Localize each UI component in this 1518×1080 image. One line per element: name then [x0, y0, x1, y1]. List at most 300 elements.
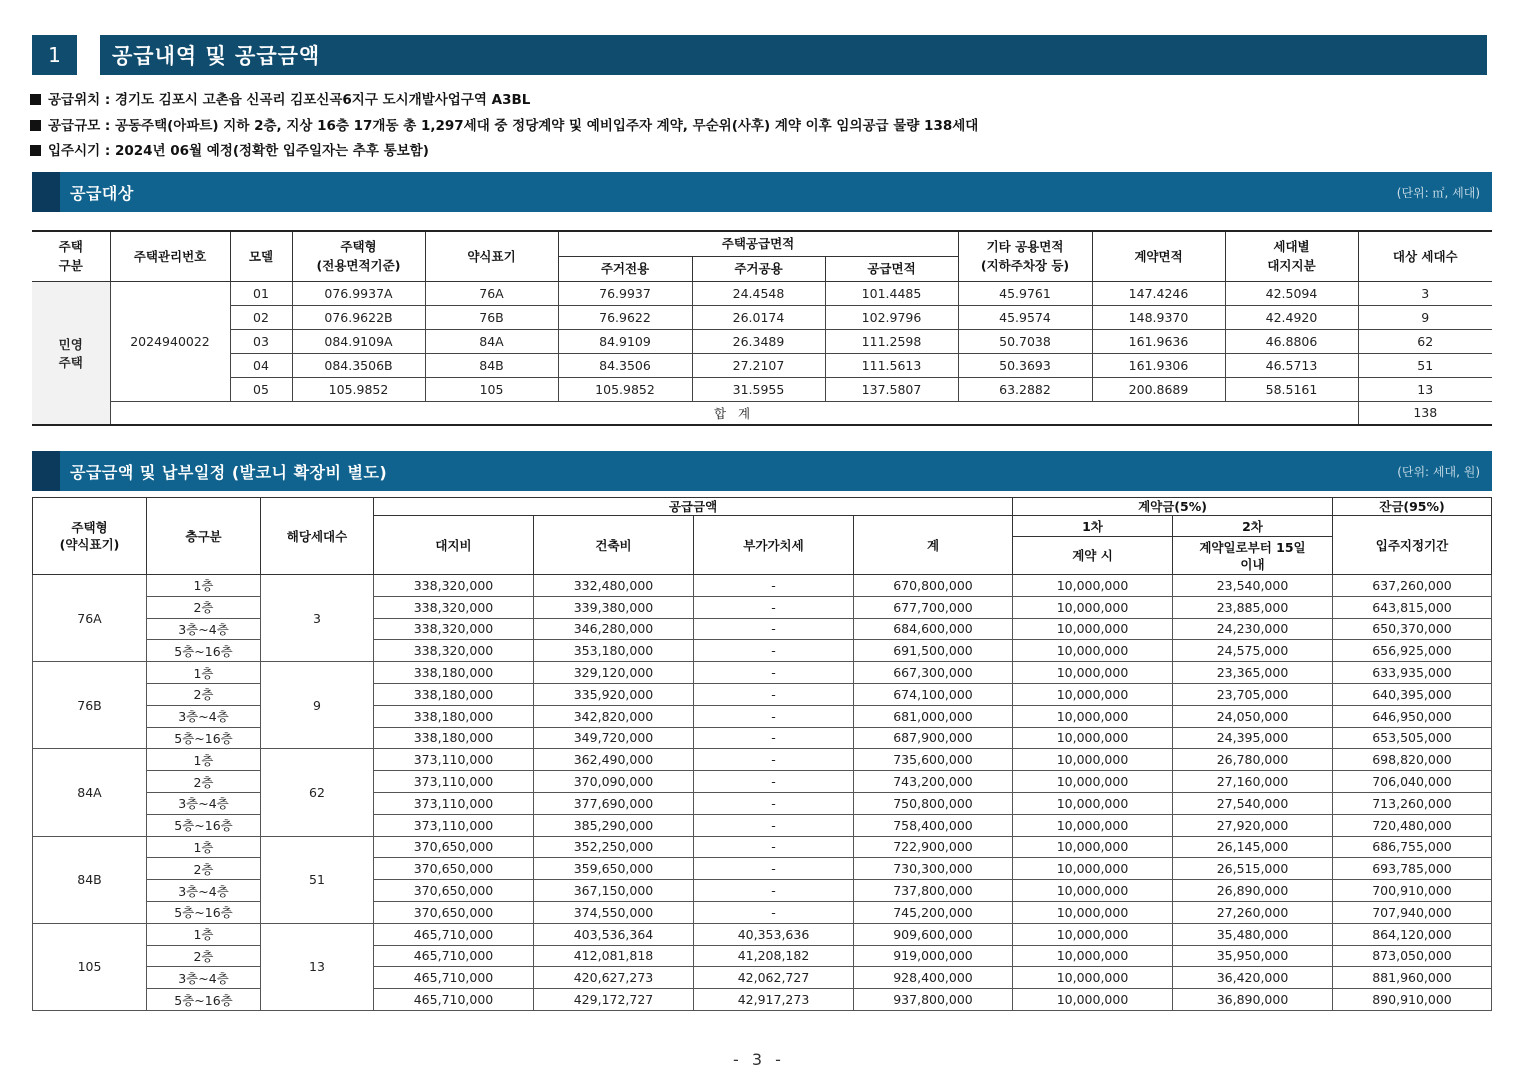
table-row [32, 353, 1492, 377]
total-row [32, 401, 1492, 425]
first-deposit-cell: 10,000,000 [1013, 880, 1173, 902]
table-row [33, 662, 1492, 684]
vat-cell: - [694, 836, 854, 858]
land-cost-cell: 338,320,000 [374, 596, 534, 618]
land-cost-cell: 370,650,000 [374, 901, 534, 923]
land-share-cell: 42.4920 [1225, 305, 1358, 329]
total-cell: 743,200,000 [854, 771, 1013, 793]
floor-cell: 5층~16층 [147, 901, 261, 923]
header-housing-type: 주택형 (전용면적기준) [292, 231, 425, 281]
table-row [33, 596, 1492, 618]
balance-cell: 864,120,000 [1333, 923, 1492, 945]
housing-type-cell: 84B [33, 836, 147, 923]
second-deposit-cell: 27,920,000 [1173, 814, 1333, 836]
info-scale [30, 114, 978, 140]
bullet-square-icon [30, 120, 41, 131]
total-cell: 670,800,000 [854, 575, 1013, 597]
model-cell: 02 [230, 305, 292, 329]
first-deposit-cell: 10,000,000 [1013, 771, 1173, 793]
header-deposit: 계약금(5%) [1013, 498, 1333, 516]
common-cell: 26.0174 [692, 305, 825, 329]
building-cost-cell: 342,820,000 [534, 705, 694, 727]
contract-area-cell: 161.9636 [1092, 329, 1225, 353]
units-cell: 13 [1358, 377, 1492, 401]
floor-cell: 2층 [147, 945, 261, 967]
second-deposit-cell: 23,705,000 [1173, 683, 1333, 705]
header-target-units: 대상 세대수 [1358, 231, 1492, 281]
total-label: 합 계 [110, 401, 1358, 425]
other-common-cell: 50.3693 [958, 353, 1092, 377]
land-cost-cell: 338,320,000 [374, 618, 534, 640]
vat-cell: - [694, 901, 854, 923]
second-deposit-cell: 36,890,000 [1173, 989, 1333, 1011]
model-cell: 03 [230, 329, 292, 353]
abbr-cell: 84B [425, 353, 558, 377]
balance-cell: 707,940,000 [1333, 901, 1492, 923]
second-deposit-cell: 24,395,000 [1173, 727, 1333, 749]
land-cost-cell: 370,650,000 [374, 858, 534, 880]
abbr-cell: 105 [425, 377, 558, 401]
total-units: 138 [1358, 401, 1492, 425]
second-deposit-cell: 23,540,000 [1173, 575, 1333, 597]
total-cell: 687,900,000 [854, 727, 1013, 749]
table-row [33, 792, 1492, 814]
other-common-cell: 45.9574 [958, 305, 1092, 329]
building-cost-cell: 403,536,364 [534, 923, 694, 945]
header-first: 1차 [1013, 516, 1173, 537]
header-balance: 잔금(95%) [1333, 498, 1492, 516]
table-row [33, 683, 1492, 705]
building-cost-cell: 362,490,000 [534, 749, 694, 771]
page-number: - 3 - [733, 1050, 785, 1069]
contract-area-cell: 161.9306 [1092, 353, 1225, 377]
first-deposit-cell: 10,000,000 [1013, 618, 1173, 640]
balance-cell: 650,370,000 [1333, 618, 1492, 640]
land-cost-cell: 465,710,000 [374, 989, 534, 1011]
vat-cell: - [694, 771, 854, 793]
exclusive-cell: 76.9622 [558, 305, 692, 329]
common-cell: 24.4548 [692, 281, 825, 305]
housing-type-cell: 76B [33, 662, 147, 749]
units-cell: 9 [1358, 305, 1492, 329]
supply-target-table [32, 230, 1492, 426]
land-cost-cell: 338,320,000 [374, 640, 534, 662]
header-at-contract: 계약 시 [1013, 537, 1173, 575]
total-cell: 750,800,000 [854, 792, 1013, 814]
land-cost-cell: 338,180,000 [374, 662, 534, 684]
total-cell: 677,700,000 [854, 596, 1013, 618]
contract-area-cell: 148.9370 [1092, 305, 1225, 329]
contract-area-cell: 200.8689 [1092, 377, 1225, 401]
first-deposit-cell: 10,000,000 [1013, 945, 1173, 967]
section-accent [32, 172, 60, 212]
supply-price-table [32, 497, 1492, 1011]
table-row [33, 705, 1492, 727]
second-deposit-cell: 24,050,000 [1173, 705, 1333, 727]
balance-cell: 643,815,000 [1333, 596, 1492, 618]
first-deposit-cell: 10,000,000 [1013, 836, 1173, 858]
floor-cell: 3층~4층 [147, 618, 261, 640]
supply-cell: 102.9796 [825, 305, 958, 329]
floor-cell: 1층 [147, 575, 261, 597]
first-deposit-cell: 10,000,000 [1013, 989, 1173, 1011]
header-supply-area: 주택공급면적 [558, 231, 958, 256]
header-units: 해당세대수 [261, 498, 374, 575]
vat-cell: - [694, 662, 854, 684]
first-deposit-cell: 10,000,000 [1013, 727, 1173, 749]
section-heading [32, 35, 1487, 75]
first-deposit-cell: 10,000,000 [1013, 923, 1173, 945]
housing-type-cell: 084.3506B [292, 353, 425, 377]
common-cell: 31.5955 [692, 377, 825, 401]
total-cell: 937,800,000 [854, 989, 1013, 1011]
building-cost-cell: 339,380,000 [534, 596, 694, 618]
second-deposit-cell: 36,420,000 [1173, 967, 1333, 989]
first-deposit-cell: 10,000,000 [1013, 683, 1173, 705]
table-row [33, 901, 1492, 923]
vat-cell: - [694, 814, 854, 836]
land-share-cell: 46.5713 [1225, 353, 1358, 377]
exclusive-cell: 84.3506 [558, 353, 692, 377]
model-cell: 05 [230, 377, 292, 401]
header-supply: 공급면적 [825, 256, 958, 281]
info-scale-text: 공급규모 : 공동주택(아파트) 지하 2층, 지상 16층 17개동 총 1,297세대 중 정당계약 및 예비입주자 계약, 무순위(사후) 계약 이후 임의공급 물량 138세대 [48, 117, 979, 134]
second-deposit-cell: 35,950,000 [1173, 945, 1333, 967]
units-cell: 13 [261, 923, 374, 1010]
units-cell: 51 [1358, 353, 1492, 377]
header-vat: 부가가치세 [694, 516, 854, 575]
table-row [33, 727, 1492, 749]
second-deposit-cell: 26,145,000 [1173, 836, 1333, 858]
first-deposit-cell: 10,000,000 [1013, 662, 1173, 684]
header-land-cost: 대지비 [374, 516, 534, 575]
header-contract-area: 계약면적 [1092, 231, 1225, 281]
floor-cell: 2층 [147, 683, 261, 705]
vat-cell: 41,208,182 [694, 945, 854, 967]
vat-cell: 42,917,273 [694, 989, 854, 1011]
building-cost-cell: 332,480,000 [534, 575, 694, 597]
total-cell: 674,100,000 [854, 683, 1013, 705]
building-cost-cell: 353,180,000 [534, 640, 694, 662]
units-cell: 62 [261, 749, 374, 836]
building-cost-cell: 349,720,000 [534, 727, 694, 749]
balance-cell: 646,950,000 [1333, 705, 1492, 727]
vat-cell: - [694, 618, 854, 640]
first-deposit-cell: 10,000,000 [1013, 901, 1173, 923]
floor-cell: 3층~4층 [147, 705, 261, 727]
total-cell: 909,600,000 [854, 923, 1013, 945]
vat-cell: - [694, 596, 854, 618]
header-supply-price: 공급금액 [374, 498, 1013, 516]
balance-cell: 881,960,000 [1333, 967, 1492, 989]
info-location [30, 88, 978, 114]
header-model: 모델 [230, 231, 292, 281]
floor-cell: 5층~16층 [147, 989, 261, 1011]
balance-cell: 873,050,000 [1333, 945, 1492, 967]
balance-cell: 686,755,000 [1333, 836, 1492, 858]
building-cost-cell: 374,550,000 [534, 901, 694, 923]
table-row [32, 305, 1492, 329]
land-cost-cell: 338,180,000 [374, 705, 534, 727]
table-row [33, 836, 1492, 858]
floor-cell: 5층~16층 [147, 727, 261, 749]
exclusive-cell: 84.9109 [558, 329, 692, 353]
land-cost-cell: 338,320,000 [374, 575, 534, 597]
supply-cell: 101.4485 [825, 281, 958, 305]
vat-cell: - [694, 858, 854, 880]
bullet-square-icon [30, 145, 41, 156]
model-cell: 01 [230, 281, 292, 305]
vat-cell: - [694, 575, 854, 597]
table-row [33, 575, 1492, 597]
housing-type-cell: 105.9852 [292, 377, 425, 401]
balance-cell: 693,785,000 [1333, 858, 1492, 880]
table-row [33, 618, 1492, 640]
housing-type-cell: 105 [33, 923, 147, 1010]
building-cost-cell: 329,120,000 [534, 662, 694, 684]
model-cell: 04 [230, 353, 292, 377]
common-cell: 26.3489 [692, 329, 825, 353]
vat-cell: 42,062,727 [694, 967, 854, 989]
table-row [33, 771, 1492, 793]
floor-cell: 3층~4층 [147, 880, 261, 902]
balance-cell: 633,935,000 [1333, 662, 1492, 684]
floor-cell: 5층~16층 [147, 640, 261, 662]
unit-label: (단위: ㎡, 세대) [1396, 185, 1480, 200]
mgmt-no-cell: 2024940022 [110, 281, 230, 401]
total-cell: 722,900,000 [854, 836, 1013, 858]
table-row [33, 880, 1492, 902]
housing-type-cell: 076.9937A [292, 281, 425, 305]
section-bar-supply-target [32, 172, 1492, 212]
total-cell: 684,600,000 [854, 618, 1013, 640]
land-cost-cell: 373,110,000 [374, 792, 534, 814]
floor-cell: 5층~16층 [147, 814, 261, 836]
total-cell: 730,300,000 [854, 858, 1013, 880]
other-common-cell: 45.9761 [958, 281, 1092, 305]
land-cost-cell: 465,710,000 [374, 923, 534, 945]
floor-cell: 1층 [147, 662, 261, 684]
table-row [32, 281, 1492, 305]
header-mgmt-no: 주택관리번호 [110, 231, 230, 281]
balance-cell: 890,910,000 [1333, 989, 1492, 1011]
table-row [32, 329, 1492, 353]
exclusive-cell: 76.9937 [558, 281, 692, 305]
floor-cell: 3층~4층 [147, 792, 261, 814]
building-cost-cell: 359,650,000 [534, 858, 694, 880]
building-cost-cell: 429,172,727 [534, 989, 694, 1011]
balance-cell: 653,505,000 [1333, 727, 1492, 749]
units-cell: 3 [1358, 281, 1492, 305]
first-deposit-cell: 10,000,000 [1013, 596, 1173, 618]
first-deposit-cell: 10,000,000 [1013, 858, 1173, 880]
land-cost-cell: 373,110,000 [374, 814, 534, 836]
vat-cell: - [694, 880, 854, 902]
land-cost-cell: 338,180,000 [374, 727, 534, 749]
second-deposit-cell: 23,365,000 [1173, 662, 1333, 684]
building-cost-cell: 367,150,000 [534, 880, 694, 902]
vat-cell: - [694, 727, 854, 749]
second-deposit-cell: 26,780,000 [1173, 749, 1333, 771]
header-housing-type: 주택형 (약식표기) [33, 498, 147, 575]
land-cost-cell: 373,110,000 [374, 749, 534, 771]
building-cost-cell: 370,090,000 [534, 771, 694, 793]
table-row [32, 377, 1492, 401]
total-cell: 737,800,000 [854, 880, 1013, 902]
info-movein [30, 139, 978, 165]
land-cost-cell: 370,650,000 [374, 880, 534, 902]
floor-cell: 1층 [147, 836, 261, 858]
second-deposit-cell: 24,230,000 [1173, 618, 1333, 640]
housing-type-cell: 84A [33, 749, 147, 836]
contract-area-cell: 147.4246 [1092, 281, 1225, 305]
info-location-text: 공급위치 : 경기도 김포시 고촌읍 신곡리 김포신곡6지구 도시개발사업구역 A3BL [48, 92, 531, 108]
supply-info [30, 88, 978, 165]
other-common-cell: 63.2882 [958, 377, 1092, 401]
table-row [33, 967, 1492, 989]
info-movein-text: 입주시기 : 2024년 06월 예정(정확한 입주일자는 추후 통보함) [48, 143, 429, 159]
building-cost-cell: 352,250,000 [534, 836, 694, 858]
housing-type-cell: 076.9622B [292, 305, 425, 329]
land-share-cell: 42.5094 [1225, 281, 1358, 305]
land-cost-cell: 465,710,000 [374, 945, 534, 967]
second-deposit-cell: 26,515,000 [1173, 858, 1333, 880]
second-deposit-cell: 27,160,000 [1173, 771, 1333, 793]
table-row [33, 814, 1492, 836]
building-cost-cell: 385,290,000 [534, 814, 694, 836]
header-exclusive: 주거전용 [558, 256, 692, 281]
first-deposit-cell: 10,000,000 [1013, 814, 1173, 836]
header-movein-period: 입주지정기간 [1333, 516, 1492, 575]
first-deposit-cell: 10,000,000 [1013, 749, 1173, 771]
supply-cell: 111.5613 [825, 353, 958, 377]
other-common-cell: 50.7038 [958, 329, 1092, 353]
balance-cell: 656,925,000 [1333, 640, 1492, 662]
floor-cell: 3층~4층 [147, 967, 261, 989]
table-row [33, 923, 1492, 945]
first-deposit-cell: 10,000,000 [1013, 967, 1173, 989]
balance-cell: 713,260,000 [1333, 792, 1492, 814]
section-title: 공급금액 및 납부일정 (발코니 확장비 별도) [70, 462, 388, 482]
floor-cell: 2층 [147, 596, 261, 618]
table-row [33, 640, 1492, 662]
second-deposit-cell: 26,890,000 [1173, 880, 1333, 902]
house-type-cell: 민영 주택 [32, 281, 110, 425]
header-land-share: 세대별 대지지분 [1225, 231, 1358, 281]
vat-cell: - [694, 640, 854, 662]
total-cell: 735,600,000 [854, 749, 1013, 771]
bullet-square-icon [30, 94, 41, 105]
total-cell: 745,200,000 [854, 901, 1013, 923]
vat-cell: 40,353,636 [694, 923, 854, 945]
second-deposit-cell: 27,260,000 [1173, 901, 1333, 923]
header-total: 계 [854, 516, 1013, 575]
section-title: 공급대상 [70, 183, 134, 203]
floor-cell: 2층 [147, 858, 261, 880]
total-cell: 681,000,000 [854, 705, 1013, 727]
balance-cell: 640,395,000 [1333, 683, 1492, 705]
balance-cell: 700,910,000 [1333, 880, 1492, 902]
land-cost-cell: 338,180,000 [374, 683, 534, 705]
abbr-cell: 76B [425, 305, 558, 329]
header-common: 주거공용 [692, 256, 825, 281]
total-cell: 667,300,000 [854, 662, 1013, 684]
table-row [33, 989, 1492, 1011]
second-deposit-cell: 23,885,000 [1173, 596, 1333, 618]
header-floor: 층구분 [147, 498, 261, 575]
land-share-cell: 46.8806 [1225, 329, 1358, 353]
first-deposit-cell: 10,000,000 [1013, 640, 1173, 662]
second-deposit-cell: 27,540,000 [1173, 792, 1333, 814]
building-cost-cell: 335,920,000 [534, 683, 694, 705]
floor-cell: 1층 [147, 923, 261, 945]
floor-cell: 1층 [147, 749, 261, 771]
vat-cell: - [694, 749, 854, 771]
building-cost-cell: 412,081,818 [534, 945, 694, 967]
abbr-cell: 76A [425, 281, 558, 305]
building-cost-cell: 346,280,000 [534, 618, 694, 640]
section-accent [32, 451, 60, 491]
balance-cell: 720,480,000 [1333, 814, 1492, 836]
exclusive-cell: 105.9852 [558, 377, 692, 401]
first-deposit-cell: 10,000,000 [1013, 575, 1173, 597]
units-cell: 3 [261, 575, 374, 662]
units-cell: 51 [261, 836, 374, 923]
housing-type-cell: 76A [33, 575, 147, 662]
building-cost-cell: 420,627,273 [534, 967, 694, 989]
header-second: 2차 [1173, 516, 1333, 537]
header-other-common: 기타 공용면적 (지하주차장 등) [958, 231, 1092, 281]
building-cost-cell: 377,690,000 [534, 792, 694, 814]
common-cell: 27.2107 [692, 353, 825, 377]
land-cost-cell: 465,710,000 [374, 967, 534, 989]
first-deposit-cell: 10,000,000 [1013, 705, 1173, 727]
abbr-cell: 84A [425, 329, 558, 353]
header-within-15-days: 계약일로부터 15일 이내 [1173, 537, 1333, 575]
second-deposit-cell: 35,480,000 [1173, 923, 1333, 945]
table-row [33, 858, 1492, 880]
unit-label: (단위: 세대, 원) [1397, 464, 1480, 479]
floor-cell: 2층 [147, 771, 261, 793]
land-cost-cell: 373,110,000 [374, 771, 534, 793]
supply-cell: 137.5807 [825, 377, 958, 401]
first-deposit-cell: 10,000,000 [1013, 792, 1173, 814]
table-row [33, 945, 1492, 967]
header-house-type: 주택 구분 [32, 231, 110, 281]
units-cell: 9 [261, 662, 374, 749]
total-cell: 919,000,000 [854, 945, 1013, 967]
second-deposit-cell: 24,575,000 [1173, 640, 1333, 662]
vat-cell: - [694, 792, 854, 814]
land-share-cell: 58.5161 [1225, 377, 1358, 401]
supply-cell: 111.2598 [825, 329, 958, 353]
balance-cell: 637,260,000 [1333, 575, 1492, 597]
balance-cell: 698,820,000 [1333, 749, 1492, 771]
vat-cell: - [694, 705, 854, 727]
total-cell: 691,500,000 [854, 640, 1013, 662]
page-title: 공급내역 및 공급금액 [100, 35, 1487, 75]
table-row [33, 749, 1492, 771]
units-cell: 62 [1358, 329, 1492, 353]
balance-cell: 706,040,000 [1333, 771, 1492, 793]
total-cell: 928,400,000 [854, 967, 1013, 989]
section-number: 1 [32, 35, 77, 75]
land-cost-cell: 370,650,000 [374, 836, 534, 858]
total-cell: 758,400,000 [854, 814, 1013, 836]
vat-cell: - [694, 683, 854, 705]
housing-type-cell: 084.9109A [292, 329, 425, 353]
header-building-cost: 건축비 [534, 516, 694, 575]
